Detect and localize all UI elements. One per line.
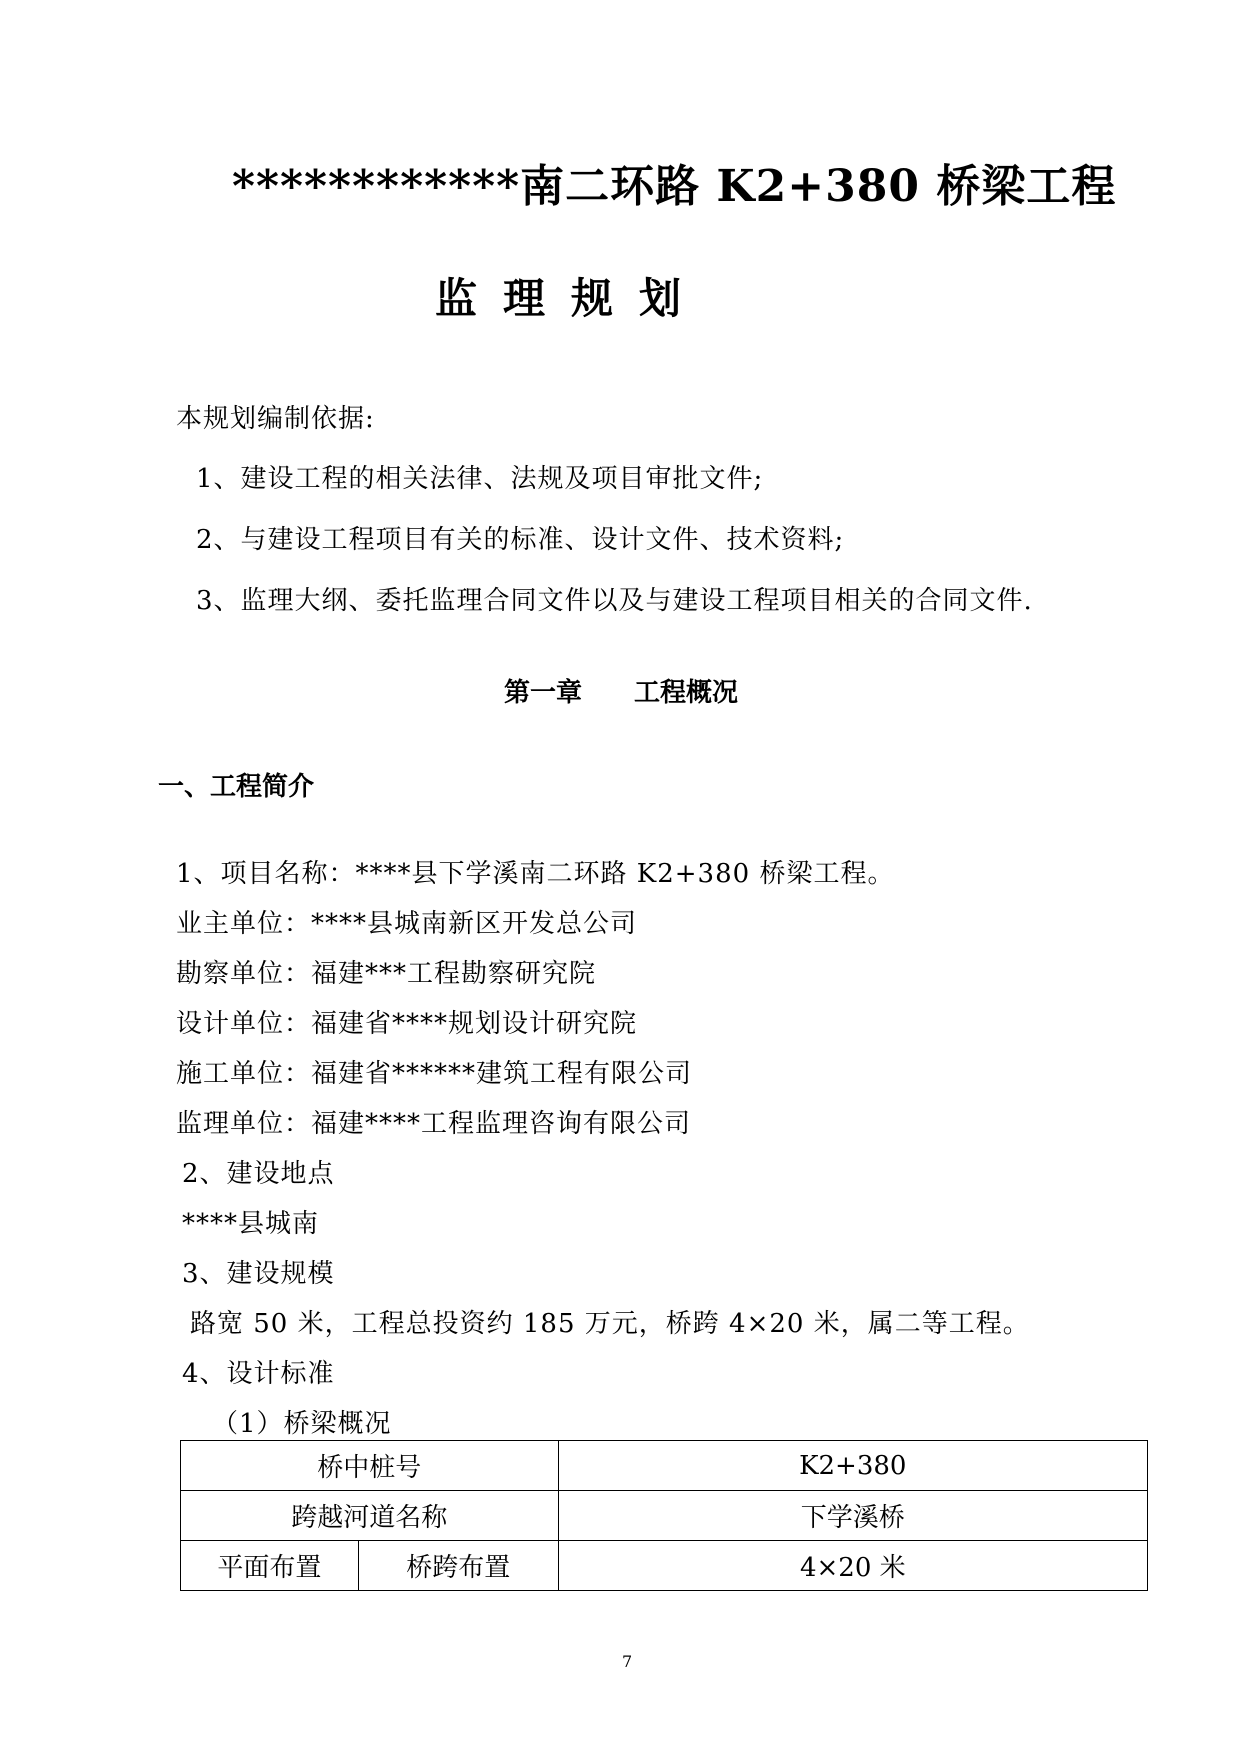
owner-unit: 业主单位：****县城南新区开发总公司 [176,909,638,939]
chapter-name: 工程概况 [634,678,739,708]
document-title: ************南二环路 K2+380 桥梁工程 [232,161,1117,212]
location-heading: 2、建设地点 [182,1159,335,1189]
table-cell-value: 下学溪桥 [558,1491,1147,1541]
table-cell-value: 4×20 米 [558,1541,1147,1591]
construction-unit: 施工单位：福建省******建筑工程有限公司 [176,1059,693,1089]
basis-item-1: 1、建设工程的相关法律、法规及项目审批文件; [196,464,764,494]
basis-heading: 本规划编制依据: [176,404,375,434]
survey-unit: 勘察单位：福建***工程勘察研究院 [176,959,597,989]
table-row [181,1441,1148,1491]
standard-heading: 4、设计标准 [182,1359,335,1389]
supervision-unit: 监理单位：福建****工程监理咨询有限公司 [176,1109,692,1139]
table-cell-value: K2+380 [558,1441,1147,1491]
section-heading: 一、工程简介 [158,772,315,802]
location-value: ****县城南 [182,1209,320,1239]
table-row [181,1491,1148,1541]
design-unit: 设计单位：福建省****规划设计研究院 [176,1009,638,1039]
table-cell-label: 平面布置 [181,1541,359,1591]
bridge-overview-table [180,1440,1148,1591]
project-name: 1、项目名称：****县下学溪南二环路 K2+380 桥梁工程。 [176,859,895,889]
table-cell-label: 跨越河道名称 [181,1491,559,1541]
chapter-label: 第一章 [504,678,583,708]
scale-heading: 3、建设规模 [182,1259,335,1289]
bridge-overview-heading: （1）桥梁概况 [212,1409,392,1439]
basis-item-2: 2、与建设工程项目有关的标准、设计文件、技术资料; [196,525,845,555]
table-cell-label: 桥跨布置 [358,1541,558,1591]
page-number: 7 [622,1652,633,1671]
document-subtitle: 监理规划 [435,274,708,323]
basis-item-3: 3、监理大纲、委托监理合同文件以及与建设工程项目相关的合同文件. [196,586,1033,616]
table-row [181,1541,1148,1591]
scale-text: 路宽 50 米，工程总投资约 185 万元，桥跨 4×20 米，属二等工程。 [190,1309,1030,1339]
table-cell-label: 桥中桩号 [181,1441,559,1491]
